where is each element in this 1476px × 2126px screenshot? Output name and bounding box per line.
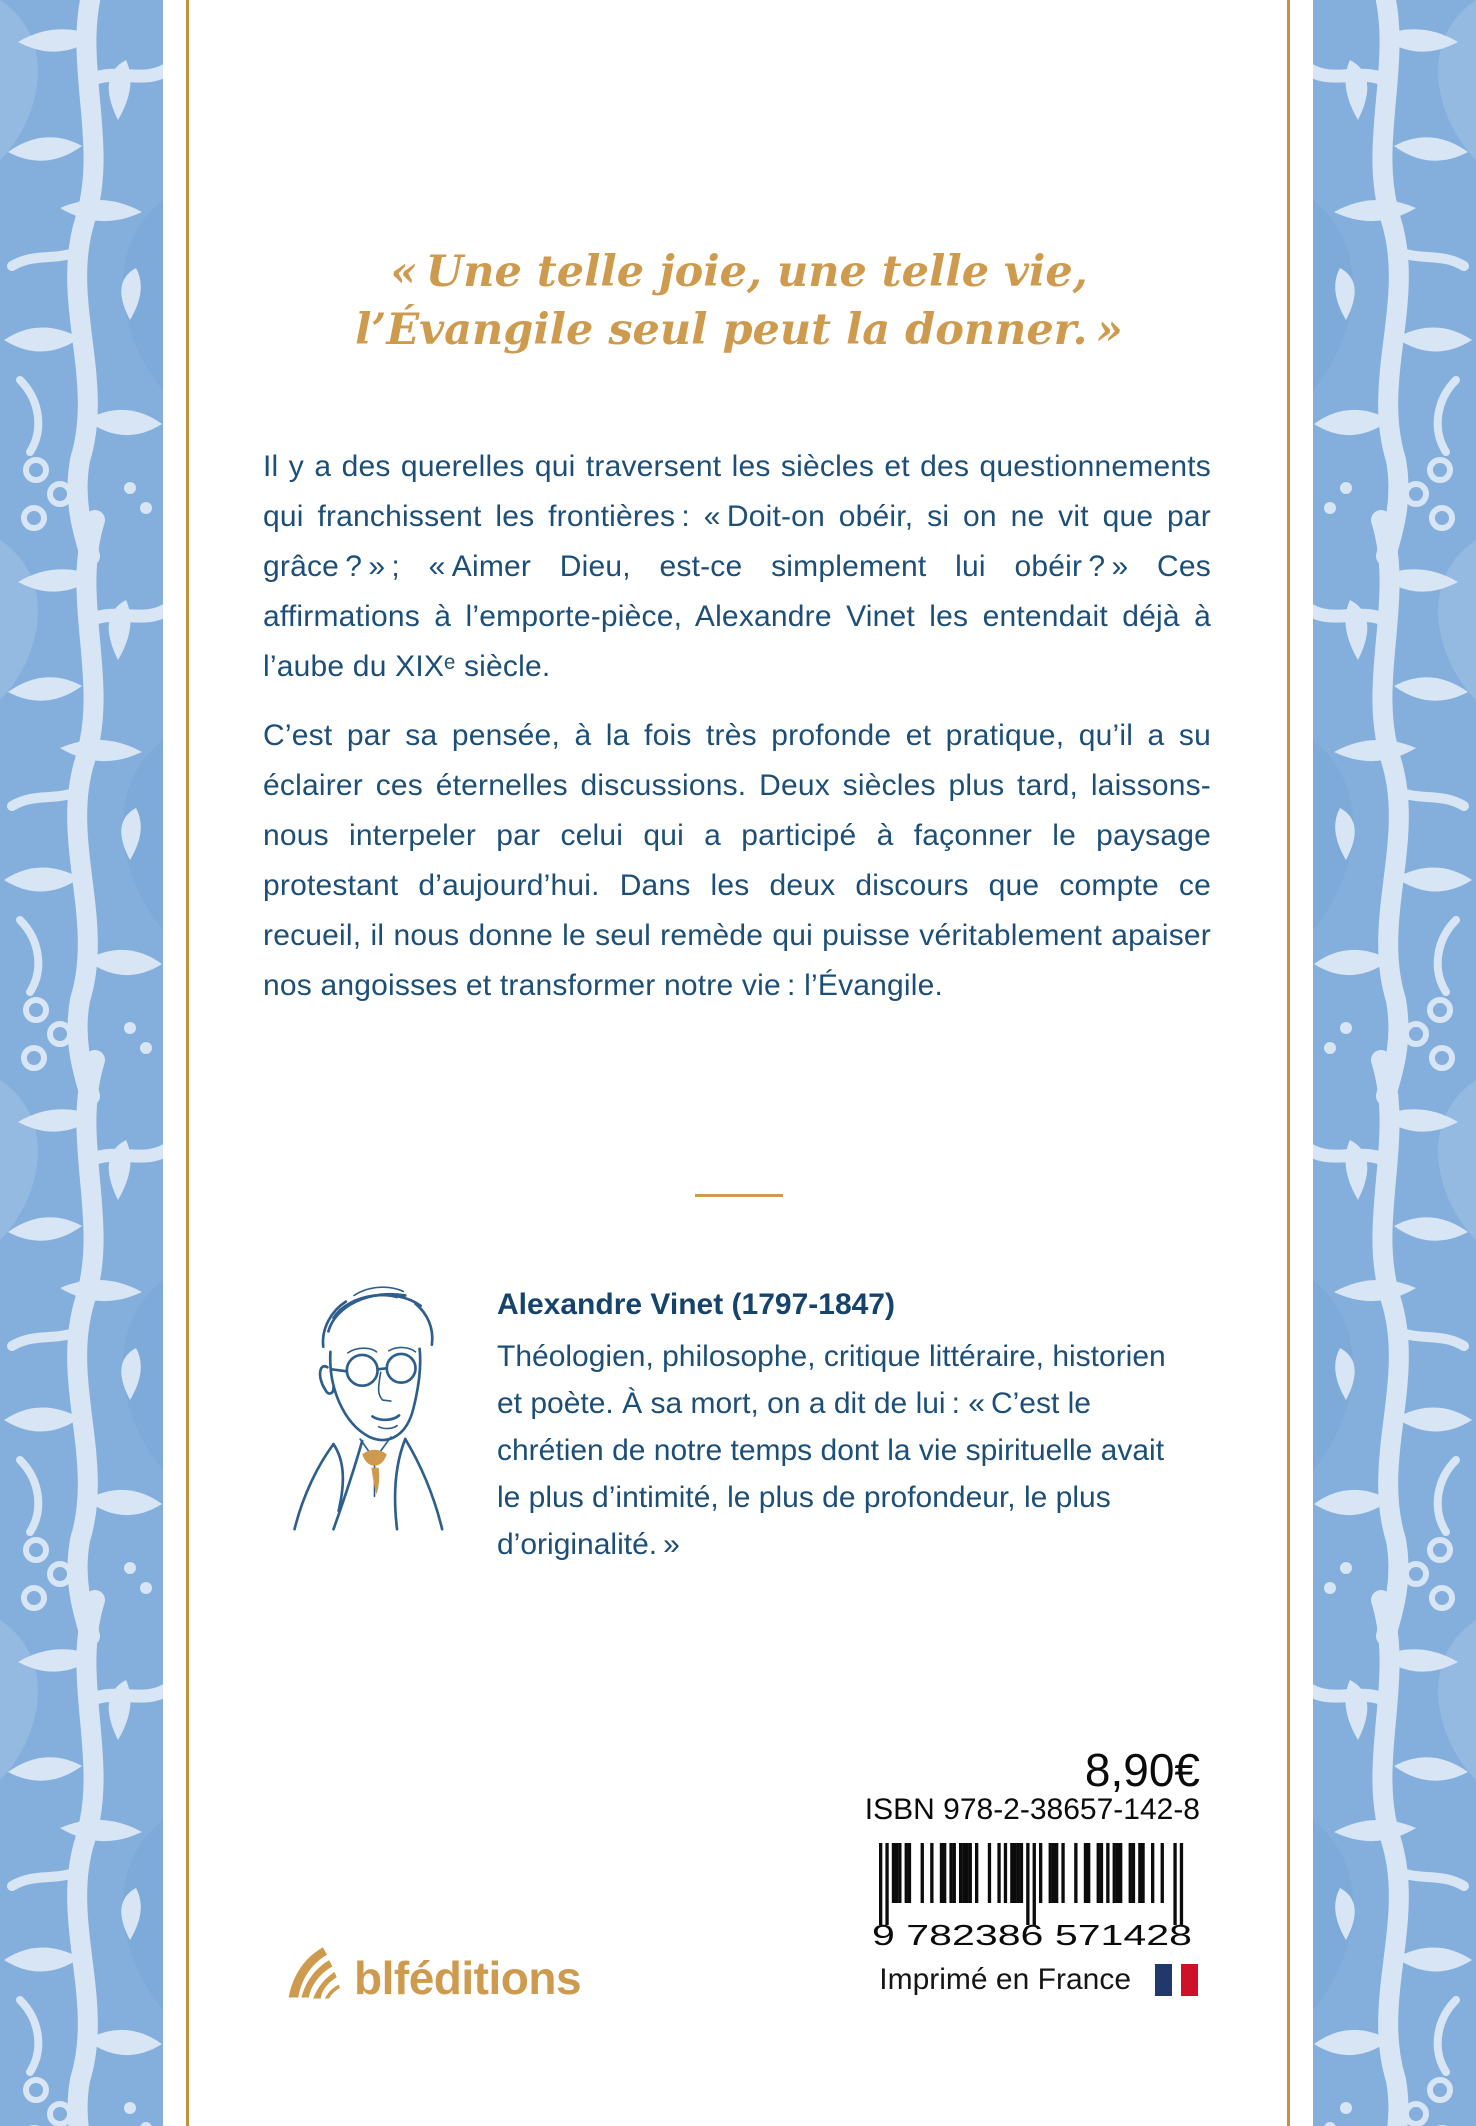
headline-quote-line-1: « Une telle joie, une telle vie, xyxy=(390,247,1088,297)
floral-border-right xyxy=(1313,0,1476,2126)
publisher-logo xyxy=(278,1941,581,2007)
floral-border-left xyxy=(0,0,163,2126)
ean13-barcode xyxy=(870,1843,1200,1951)
synopsis-paragraph-2: C’est par sa pensée, à la fois très profonde et pratique, qu’il a su éclairer ces éternelles discussions. Deux siècles plus tard, laissons-nous interpeler par celui qui a participé à façonner le paysage protestant d’aujourd’hui. Dans les deux discours que compte ce recueil, il nous donne le seul remède qui puisse véritablement apaiser nos angoisses et transformer notre vie : l’Évangile. xyxy=(263,719,1211,1002)
barcode-digits: 9 782386 571428 xyxy=(872,1920,1192,1951)
france-flag-icon xyxy=(1155,1964,1198,1996)
headline-quote xyxy=(190,243,1288,359)
author-text xyxy=(497,1262,1187,1568)
publisher-name: blféditions xyxy=(354,1952,582,2004)
headline-quote-line-2: l’Évangile seul peut la donner. » xyxy=(355,305,1123,355)
author-section xyxy=(272,1262,1187,1568)
synopsis xyxy=(263,442,1211,1030)
printed-in-france xyxy=(879,1963,1198,1997)
synopsis-paragraph-1: Il y a des querelles qui traversent les siècles et des questionnements qui franchissent les frontières : « Doit-on obéir, si on ne vit que par grâce ? » ; « Aimer Dieu, est-ce simplement lui obéir ? » Ces affirmations à l’emporte-pièce, Alexandre Vinet les entendait déjà à l’aube du XIXᵉ siècle. xyxy=(263,450,1211,683)
gold-frame-line-left xyxy=(186,0,189,2126)
book-icon xyxy=(278,1941,342,2007)
printed-in-label: Imprimé en France xyxy=(879,1963,1131,1996)
author-bio: Théologien, philosophe, critique littéraire, historien et poète. À sa mort, on a dit de lui : « C’est le chrétien de notre temps dont la vie spirituelle avait le plus d’intimité, le plus de profondeur, le plus d’originalité. » xyxy=(497,1340,1166,1561)
isbn: ISBN 978-2-38657-142-8 xyxy=(864,1793,1200,1826)
author-name: Alexandre Vinet (1797-1847) xyxy=(497,1288,895,1321)
price: 8,90€ xyxy=(1084,1744,1200,1796)
author-portrait-sketch xyxy=(272,1262,477,1534)
gold-divider xyxy=(695,1194,783,1197)
